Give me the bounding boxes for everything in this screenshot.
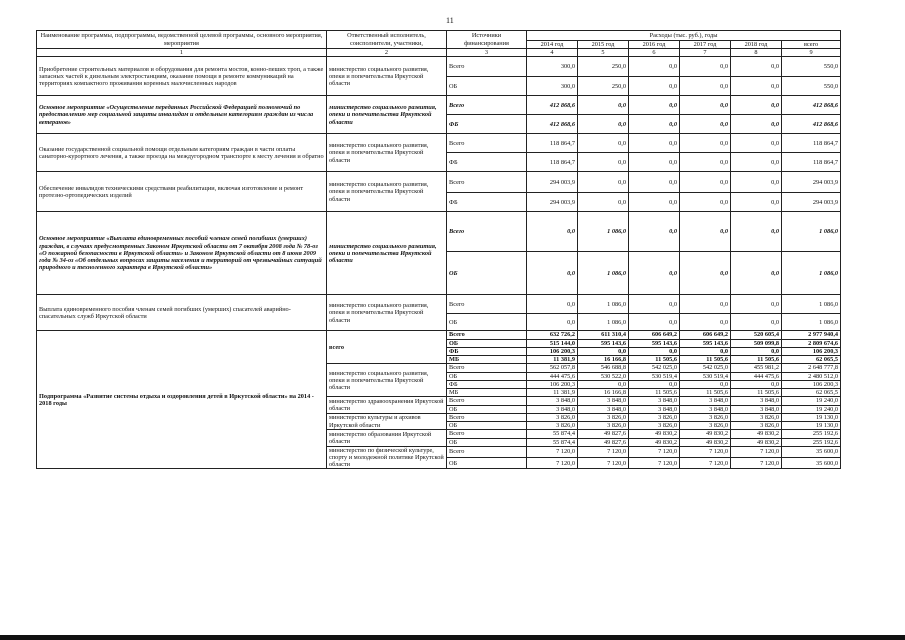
funding-source: МБ [447,356,527,364]
executor: министерство социального развития, опеки и попечительства Иркутской области [327,364,447,397]
funding-source: ОБ [447,458,527,469]
amount-cell: 0,0 [731,295,782,314]
amount-cell: 0,0 [731,380,782,388]
amount-cell: 0,0 [527,252,578,295]
amount-cell: 0,0 [629,57,680,77]
amount-cell: 0,0 [731,134,782,153]
amount-cell: 0,0 [680,193,731,212]
amount-cell: 530 522,0 [578,372,629,380]
amount-cell: 0,0 [680,212,731,252]
subprogram-name: Подпрограмма «Развитие системы отдыха и оздоровления детей в Иркутской области» на 2014 - 2018 годы [37,331,327,469]
colnum: 8 [731,49,782,57]
amount-cell: 49 830,2 [629,438,680,446]
amount-cell: 0,0 [731,193,782,212]
amount-cell: 19 240,0 [782,405,841,413]
amount-cell: 0,0 [629,134,680,153]
amount-cell: 546 688,8 [578,364,629,372]
amount-cell: 35 600,0 [782,446,841,457]
amount-cell: 7 120,0 [731,458,782,469]
amount-cell: 606 649,2 [680,331,731,339]
amount-cell: 294 003,9 [782,193,841,212]
amount-cell: 55 874,4 [527,430,578,438]
amount-cell: 118 864,7 [527,134,578,153]
amount-cell: 11 381,9 [527,356,578,364]
amount-cell: 3 826,0 [629,422,680,430]
funding-source: Всего [447,57,527,77]
amount-cell: 3 848,0 [731,397,782,405]
page-number: 11 [446,16,454,25]
executor: министерство социального развития, опеки и попечительства Иркутской области [327,57,447,96]
executor: министерство по физической культуре, спорту и молодежной политике Иркутской области [327,446,447,469]
table-row [37,295,841,314]
amount-cell: 0,0 [680,115,731,134]
amount-cell: 455 981,2 [731,364,782,372]
amount-cell: 3 826,0 [578,422,629,430]
amount-cell: 0,0 [578,96,629,115]
header-year: 2015 год [578,41,629,49]
amount-cell: 118 864,7 [527,153,578,172]
amount-cell: 11 505,6 [680,356,731,364]
amount-cell: 106 200,3 [782,380,841,388]
amount-cell: 49 830,2 [680,430,731,438]
colnum: 5 [578,49,629,57]
activity-name: Приобретение строительных материалов и оборудования для ремонта мостов, конно-пеших троп, а также запасных частей к дизельным электростанциям, оказание помощи в ремонте коммуникаций на территориях компактного проживания коренных малочисленных народов [37,57,327,96]
amount-cell: 7 120,0 [527,458,578,469]
amount-cell: 3 848,0 [731,405,782,413]
amount-cell: 19 240,0 [782,397,841,405]
amount-cell: 550,0 [782,57,841,77]
amount-cell: 1 086,0 [782,295,841,314]
funding-source: ОБ [447,422,527,430]
colnum: 1 [37,49,327,57]
amount-cell: 49 830,2 [731,438,782,446]
amount-cell: 19 130,0 [782,413,841,421]
funding-source: Всего [447,430,527,438]
amount-cell: 294 003,9 [527,193,578,212]
funding-source: Всего [447,172,527,193]
activity-name: Обеспечение инвалидов техническими средствами реабилитации, включая изготовление и ремонт протезно-ортопедических изделий [37,172,327,212]
table-body [37,31,841,469]
amount-cell: 3 826,0 [680,422,731,430]
amount-cell: 520 605,4 [731,331,782,339]
amount-cell: 3 848,0 [680,397,731,405]
activity-name: Основное мероприятие «Осуществление переданных Российской Федерацией полномочий по предоставлению мер социальной защиты инвалидам и отдельным категориям граждан из числа ветеранов» [37,96,327,134]
executor: министерство социального развития, опеки и попечительства Иркутской области [327,96,447,134]
amount-cell: 294 003,9 [782,172,841,193]
funding-source: ОБ [447,77,527,96]
amount-cell: 0,0 [629,77,680,96]
header-name: Наименование программы, подпрограммы, ведомственной целевой программы, основного мероприятия, мероприятия [37,31,327,49]
amount-cell: 0,0 [680,77,731,96]
amount-cell: 595 143,6 [578,339,629,347]
header-year: 2014 год [527,41,578,49]
amount-cell: 0,0 [578,115,629,134]
amount-cell: 530 519,4 [629,372,680,380]
amount-cell: 106 200,3 [527,380,578,388]
colnum: 6 [629,49,680,57]
amount-cell: 542 025,0 [629,364,680,372]
amount-cell: 3 848,0 [527,397,578,405]
amount-cell: 0,0 [731,77,782,96]
amount-cell: 11 505,6 [731,389,782,397]
amount-cell: 118 864,7 [782,134,841,153]
amount-cell: 412 868,6 [527,115,578,134]
amount-cell: 412 868,6 [782,96,841,115]
amount-cell: 62 065,5 [782,389,841,397]
amount-cell: 3 848,0 [578,405,629,413]
amount-cell: 0,0 [629,252,680,295]
colnum: 3 [447,49,527,57]
amount-cell: 3 826,0 [578,413,629,421]
funding-source: Всего [447,397,527,405]
amount-cell: 7 120,0 [680,446,731,457]
executor: министерство социального развития, опеки и попечительства Иркутской области [327,172,447,212]
executor: министерство социального развития, опеки и попечительства Иркутской области [327,134,447,172]
amount-cell: 0,0 [629,347,680,355]
amount-cell: 0,0 [629,212,680,252]
amount-cell: 0,0 [578,172,629,193]
amount-cell: 3 848,0 [527,405,578,413]
table-row [37,57,841,77]
funding-source: ФБ [447,153,527,172]
funding-source: Всего [447,134,527,153]
activity-name: Оказание государственной социальной помощи отдельным категориям граждан в части оплаты санаторно-курортного лечения, а также проезда на междугородном транспорте к месту лечения и обратно [37,134,327,172]
funding-source: Всего [447,295,527,314]
funding-source: ФБ [447,380,527,388]
amount-cell: 11 505,6 [680,389,731,397]
table-row [37,96,841,115]
activity-name: Выплата единовременного пособия членам семей погибших (умерших) спасателей аварийно-спасательных служб Иркутской области [37,295,327,331]
amount-cell: 0,0 [731,252,782,295]
amount-cell: 118 864,7 [782,153,841,172]
amount-cell: 7 120,0 [578,446,629,457]
amount-cell: 515 144,0 [527,339,578,347]
amount-cell: 509 099,8 [731,339,782,347]
header-expenses: Расходы (тыс. руб.), годы [527,31,841,41]
amount-cell: 0,0 [578,193,629,212]
activity-name: Основное мероприятие «Выплата единовременных пособий членам семей погибших (умерших) граждан, в случаях предусмотренных Законом Иркутской области от 7 октября 2008 года № 78-оз «О пожарной безопасности в Иркутской области» и Законом Иркутской области от 8 июня 2009 года № 34-оз «Об отдельных вопросах защиты населения и территорий от чрезвычайных ситуаций природного и техногенного характера в Иркутской области» [37,212,327,295]
amount-cell: 0,0 [578,380,629,388]
amount-cell: 2 977 940,4 [782,331,841,339]
funding-source: ОБ [447,438,527,446]
amount-cell: 0,0 [629,115,680,134]
amount-cell: 0,0 [731,153,782,172]
amount-cell: 3 848,0 [629,405,680,413]
funding-source: ФБ [447,115,527,134]
amount-cell: 300,0 [527,77,578,96]
amount-cell: 1 086,0 [578,295,629,314]
amount-cell: 0,0 [629,193,680,212]
amount-cell: 595 143,6 [680,339,731,347]
header-year: 2018 год [731,41,782,49]
amount-cell: 412 868,6 [527,96,578,115]
colnum: 7 [680,49,731,57]
colnum: 2 [327,49,447,57]
amount-cell: 0,0 [680,347,731,355]
amount-cell: 0,0 [629,96,680,115]
amount-cell: 3 826,0 [731,422,782,430]
amount-cell: 0,0 [680,314,731,331]
amount-cell: 0,0 [629,295,680,314]
colnum: 4 [527,49,578,57]
amount-cell: 3 826,0 [629,413,680,421]
amount-cell: 0,0 [578,347,629,355]
funding-source: Всего [447,331,527,339]
amount-cell: 7 120,0 [731,446,782,457]
amount-cell: 0,0 [629,380,680,388]
amount-cell: 300,0 [527,57,578,77]
table-row [37,134,841,153]
amount-cell: 0,0 [527,295,578,314]
amount-cell: 3 848,0 [629,397,680,405]
amount-cell: 1 086,0 [578,314,629,331]
amount-cell: 2 809 674,6 [782,339,841,347]
table-row [37,331,841,339]
executor: министерство культуры и архивов Иркутской области [327,413,447,429]
amount-cell: 3 826,0 [527,413,578,421]
amount-cell: 3 848,0 [680,405,731,413]
amount-cell: 542 025,0 [680,364,731,372]
amount-cell: 49 830,2 [680,438,731,446]
amount-cell: 11 381,9 [527,389,578,397]
amount-cell: 0,0 [680,96,731,115]
table-row [37,172,841,193]
amount-cell: 16 166,8 [578,356,629,364]
amount-cell: 11 505,6 [731,356,782,364]
amount-cell: 11 505,6 [629,389,680,397]
amount-cell: 7 120,0 [578,458,629,469]
amount-cell: 0,0 [680,172,731,193]
amount-cell: 444 475,6 [731,372,782,380]
amount-cell: 1 086,0 [578,212,629,252]
amount-cell: 1 086,0 [782,314,841,331]
amount-cell: 3 826,0 [680,413,731,421]
funding-source: Всего [447,96,527,115]
amount-cell: 255 192,6 [782,438,841,446]
amount-cell: 0,0 [629,172,680,193]
amount-cell: 106 200,3 [782,347,841,355]
scan-bottom-edge [0,635,905,640]
amount-cell: 7 120,0 [527,446,578,457]
funding-source: Всего [447,413,527,421]
amount-cell: 0,0 [527,212,578,252]
amount-cell: 0,0 [731,172,782,193]
amount-cell: 0,0 [731,57,782,77]
amount-cell: 606 649,2 [629,331,680,339]
amount-cell: 55 874,4 [527,438,578,446]
amount-cell: 250,0 [578,77,629,96]
amount-cell: 632 726,2 [527,331,578,339]
amount-cell: 0,0 [578,153,629,172]
amount-cell: 0,0 [629,153,680,172]
amount-cell: 250,0 [578,57,629,77]
amount-cell: 0,0 [578,134,629,153]
amount-cell: 2 480 512,0 [782,372,841,380]
amount-cell: 0,0 [731,212,782,252]
amount-cell: 0,0 [680,380,731,388]
amount-cell: 7 120,0 [680,458,731,469]
funding-source: ФБ [447,193,527,212]
executor: министерство социального развития, опеки и попечительства Иркутской области [327,295,447,331]
amount-cell: 35 600,0 [782,458,841,469]
header-year: 2016 год [629,41,680,49]
header-total: всего [782,41,841,49]
amount-cell: 0,0 [731,96,782,115]
executor: министерство здравоохранения Иркутской области [327,397,447,413]
funding-source: ОБ [447,314,527,331]
amount-cell: 62 065,5 [782,356,841,364]
amount-cell: 7 120,0 [629,446,680,457]
funding-source: МБ [447,389,527,397]
amount-cell: 255 192,6 [782,430,841,438]
header-source: Источники финансирования [447,31,527,49]
amount-cell: 294 003,9 [527,172,578,193]
amount-cell: 444 475,6 [527,372,578,380]
amount-cell: 49 827,6 [578,438,629,446]
colnum: 9 [782,49,841,57]
funding-source: ОБ [447,372,527,380]
amount-cell: 11 505,6 [629,356,680,364]
amount-cell: 49 830,2 [731,430,782,438]
amount-cell: 0,0 [680,295,731,314]
amount-cell: 0,0 [680,252,731,295]
executor: министерство образования Иркутской области [327,430,447,446]
amount-cell: 0,0 [527,314,578,331]
amount-cell: 19 130,0 [782,422,841,430]
amount-cell: 16 166,8 [578,389,629,397]
amount-cell: 106 200,3 [527,347,578,355]
amount-cell: 595 143,6 [629,339,680,347]
amount-cell: 0,0 [680,134,731,153]
amount-cell: 1 086,0 [782,252,841,295]
amount-cell: 3 848,0 [578,397,629,405]
funding-source: ОБ [447,252,527,295]
amount-cell: 3 826,0 [731,413,782,421]
funding-source: Всего [447,364,527,372]
amount-cell: 562 057,8 [527,364,578,372]
amount-cell: 0,0 [731,347,782,355]
executor: министерство социального развития, опеки и попечительства Иркутской области [327,212,447,295]
funding-source: ОБ [447,339,527,347]
header-year: 2017 год [680,41,731,49]
amount-cell: 530 519,4 [680,372,731,380]
header-executor: Ответственный исполнитель, соисполнители, участники, [327,31,447,49]
amount-cell: 1 086,0 [782,212,841,252]
funding-source: ОБ [447,405,527,413]
amount-cell: 49 827,6 [578,430,629,438]
table-row [37,212,841,252]
amount-cell: 0,0 [680,153,731,172]
amount-cell: 0,0 [731,314,782,331]
amount-cell: 2 648 777,8 [782,364,841,372]
executor: всего [327,331,447,364]
funding-source: Всего [447,446,527,457]
amount-cell: 3 826,0 [527,422,578,430]
amount-cell: 0,0 [680,57,731,77]
amount-cell: 1 086,0 [578,252,629,295]
amount-cell: 49 830,2 [629,430,680,438]
amount-cell: 412 868,6 [782,115,841,134]
funding-source: ФБ [447,347,527,355]
amount-cell: 7 120,0 [629,458,680,469]
budget-table [36,30,841,469]
funding-source: Всего [447,212,527,252]
amount-cell: 0,0 [731,115,782,134]
amount-cell: 0,0 [629,314,680,331]
amount-cell: 550,0 [782,77,841,96]
amount-cell: 611 310,4 [578,331,629,339]
